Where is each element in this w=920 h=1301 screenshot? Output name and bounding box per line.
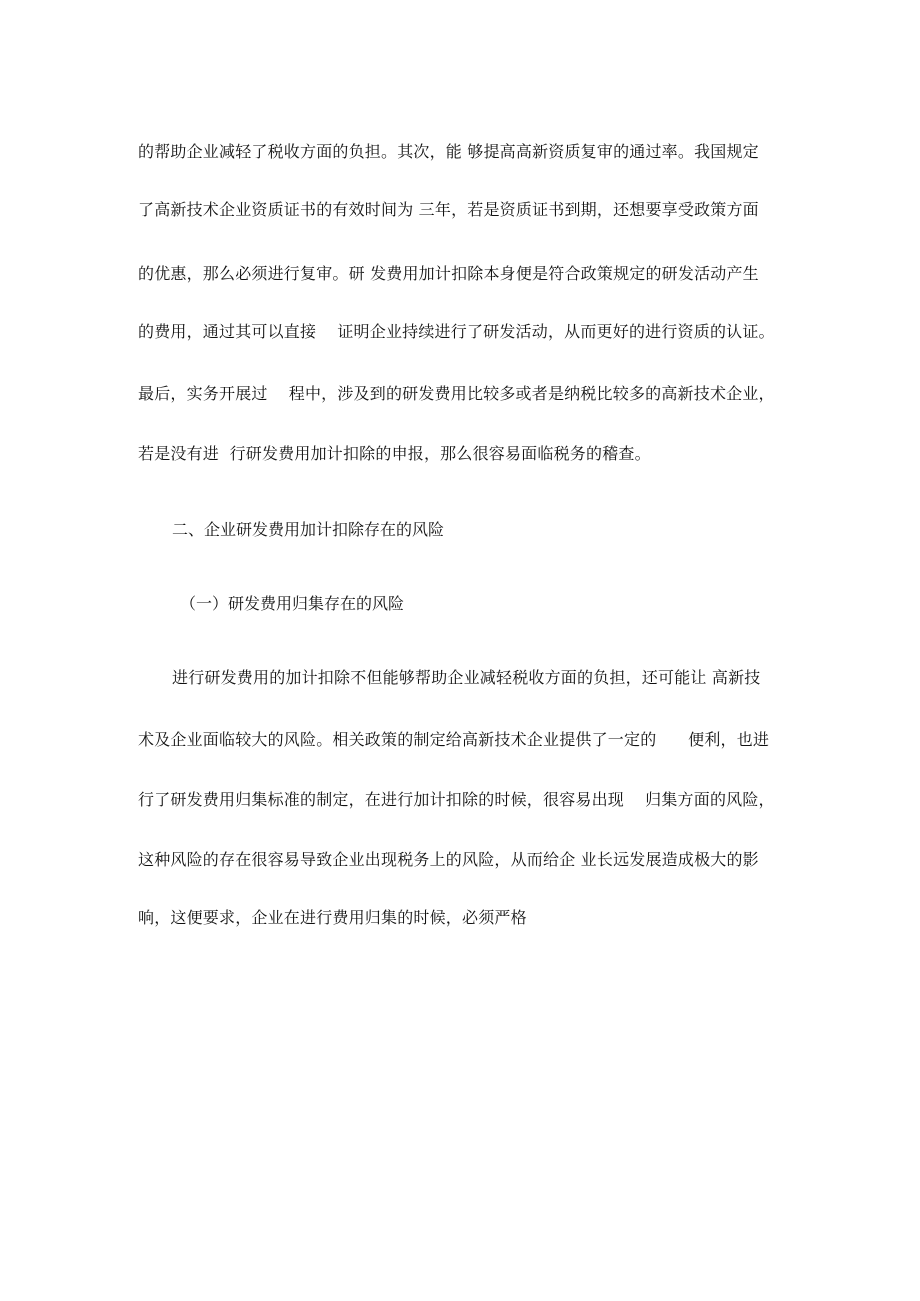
paragraph1-line-5: 最后，实务开展过 程中，涉及到的研发费用比较多或者是纳税比较多的高新技术企业， [138, 384, 775, 403]
paragraph2-line-3: 行了研发费用归集标准的制定，在进行加计扣除的时候，很容易出现 归集方面的风险， [138, 790, 775, 809]
paragraph1-line-6: 若是没有进 行研发费用加计扣除的申报，那么很容易面临税务的稽查。 [138, 444, 651, 463]
paragraph2-line-5: 响，这便要求，企业在进行费用归集的时候，必须严格 [138, 908, 527, 927]
paragraph2-line-2: 术及企业面临较大的风险。相关政策的制定给高新技术企业提供了一定的 便利，也进 [138, 730, 770, 749]
paragraph2-line-1: 进行研发费用的加计扣除不但能够帮助企业减轻税收方面的负担，还可能让 高新技 [172, 668, 761, 687]
paragraph1-line-2: 了高新技术企业资质证书的有效时间为 三年，若是资质证书到期，还想要享受政策方面 [138, 200, 759, 219]
paragraph1-line-3: 的优惠，那么必须进行复审。研 发费用加计扣除本身便是符合政策规定的研发活动产生 [138, 264, 759, 283]
section-heading: 二、企业研发费用加计扣除存在的风险 [172, 520, 445, 539]
subsection-heading: （一）研发费用归集存在的风险 [180, 594, 405, 613]
paragraph2-line-4: 这种风险的存在很容易导致企业出现税务上的风险，从而给企 业长远发展造成极大的影 [138, 850, 759, 869]
paragraph1-line-1: 的帮助企业减轻了税收方面的负担。其次，能 够提高高新资质复审的通过率。我国规定 [138, 142, 759, 161]
paragraph1-line-4: 的费用，通过其可以直接 证明企业持续进行了研发活动，从而更好的进行资质的认证。 [138, 322, 775, 341]
